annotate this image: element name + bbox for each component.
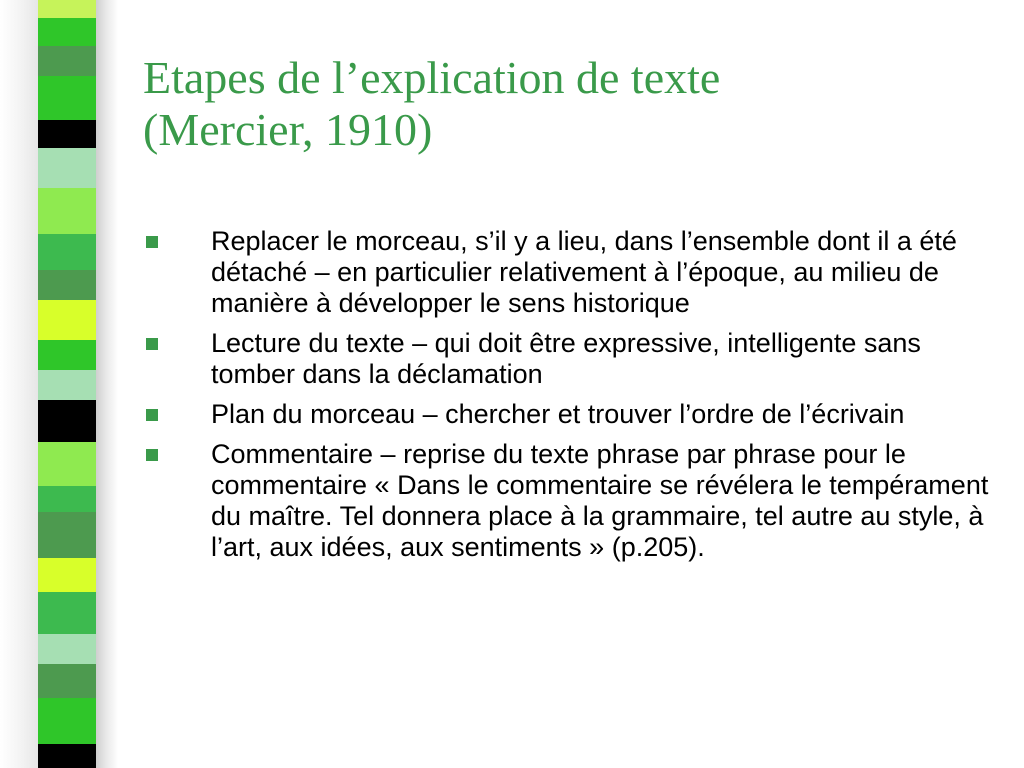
stripe-segment xyxy=(38,0,96,18)
bullet-text: Replacer le morceau, s’il y a lieu, dans l’ensemble dont il a été détaché – en particulier relativement à l’époque, au milieu de manière à développer le sens historique xyxy=(211,226,957,318)
stripe-segment xyxy=(38,634,96,664)
stripe-segment xyxy=(38,592,96,634)
bullet-text: Commentaire – reprise du texte phrase par phrase pour le commentaire « Dans le commentaire se révélera le tempérament du maître. Tel donnera place à la grammaire, tel autre au style, à l’art, aux idées, aux sentiments » (p.205). xyxy=(211,439,989,562)
slide-title-line-1: Etapes de l’explication de texte xyxy=(143,52,721,103)
stripe-segment xyxy=(38,744,96,768)
stripe-segment xyxy=(38,512,96,558)
stripe-segment xyxy=(38,18,96,46)
bullet-item xyxy=(140,328,990,390)
square-bullet-icon xyxy=(146,236,158,248)
stripe-segment xyxy=(38,340,96,370)
stripe-segment xyxy=(38,486,96,512)
bullet-item xyxy=(140,399,990,430)
stripe-segment xyxy=(38,400,96,442)
slide-title xyxy=(143,52,983,156)
stripe-segment xyxy=(38,234,96,270)
stripe-segment xyxy=(38,148,96,188)
bullet-text: Lecture du texte – qui doit être expressive, intelligente sans tomber dans la déclamation xyxy=(211,328,921,389)
stripe-segment xyxy=(38,270,96,300)
stripe-segment xyxy=(38,442,96,486)
square-bullet-icon xyxy=(146,409,158,421)
square-bullet-icon xyxy=(146,449,158,461)
decorative-stripe-band xyxy=(0,0,118,768)
stripe-segment xyxy=(38,46,96,76)
bullet-list xyxy=(140,226,990,572)
stripe-segment xyxy=(38,664,96,698)
stripe-bar xyxy=(38,0,96,768)
bullet-item xyxy=(140,439,990,563)
stripe-left-shade xyxy=(0,0,38,768)
bullet-item xyxy=(140,226,990,319)
stripe-segment xyxy=(38,188,96,234)
stripe-segment xyxy=(38,120,96,148)
stripe-segment xyxy=(38,370,96,400)
stripe-segment xyxy=(38,76,96,120)
stripe-right-shadow xyxy=(96,0,118,768)
stripe-segment xyxy=(38,558,96,592)
stripe-segment xyxy=(38,300,96,340)
bullet-text: Plan du morceau – chercher et trouver l’ordre de l’écrivain xyxy=(211,399,905,429)
slide-title-line-2: (Mercier, 1910) xyxy=(143,104,433,155)
square-bullet-icon xyxy=(146,338,158,350)
stripe-segment xyxy=(38,698,96,744)
